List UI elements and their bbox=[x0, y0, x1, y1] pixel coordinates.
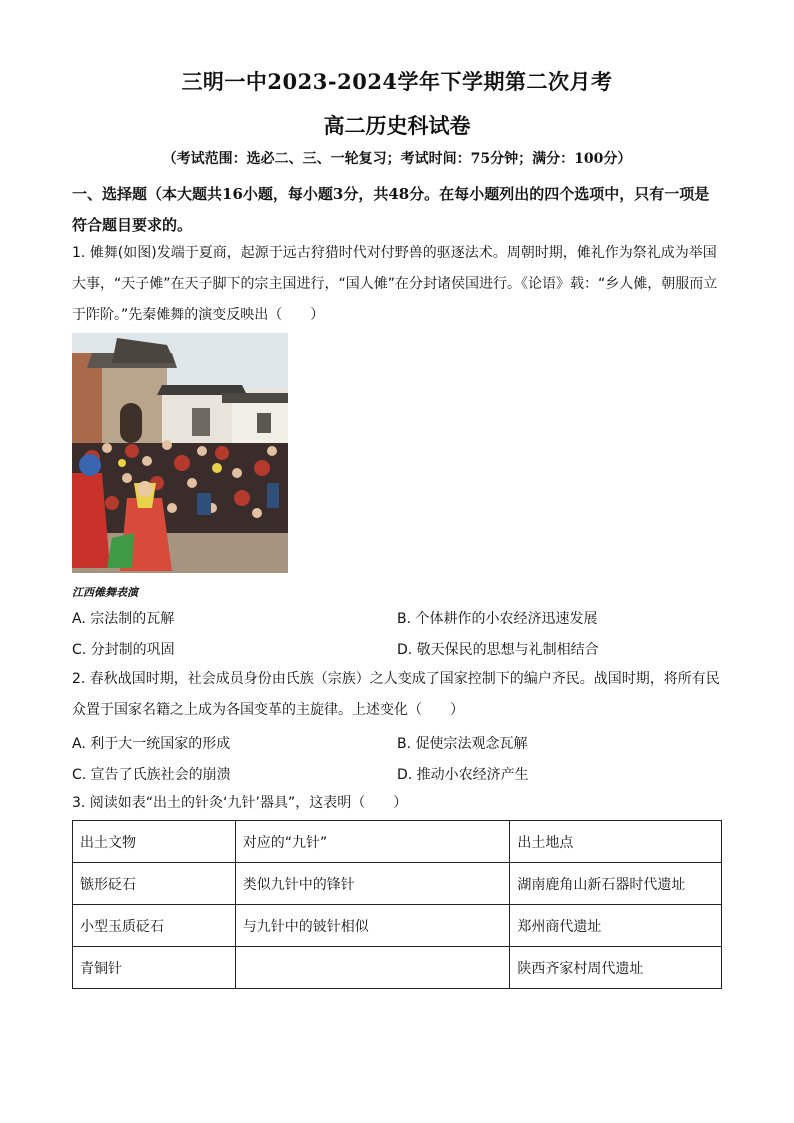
table-cell: 与九针中的铍针相似 bbox=[235, 905, 510, 947]
question-1-option-a[interactable]: A. 宗法制的瓦解 bbox=[72, 611, 175, 627]
question-1-option-b[interactable]: B. 个体耕作的小农经济迅速发展 bbox=[397, 611, 598, 627]
table-cell: 小型玉质砭石 bbox=[73, 905, 236, 947]
table-row bbox=[73, 905, 722, 947]
exam-info: （考试范围：选必二、三、一轮复习；考试时间：75分钟；满分：100分） bbox=[162, 151, 632, 167]
acupuncture-table bbox=[72, 820, 722, 989]
table-cell: 陕西齐家村周代遗址 bbox=[510, 947, 722, 989]
table-cell: 镞形砭石 bbox=[73, 863, 236, 905]
table-header-row bbox=[73, 821, 722, 863]
table-cell: 类似九针中的锋针 bbox=[235, 863, 510, 905]
exam-subtitle: 高二历史科试卷 bbox=[323, 113, 471, 138]
exam-title: 三明一中2023-2024学年下学期第二次月考 bbox=[181, 69, 613, 94]
table-cell: 青铜针 bbox=[73, 947, 236, 989]
question-2-stem: 2. 春秋战国时期，社会成员身份由氏族（宗族）之人变成了国家控制下的编户齐民。战国时期，将所有民众置于国家名籍之上成为各国变革的主旋律。上述变化（ ） bbox=[72, 671, 720, 718]
question-2-option-c[interactable]: C. 宣告了氏族社会的崩溃 bbox=[72, 767, 231, 783]
question-1-option-c[interactable]: C. 分封制的巩固 bbox=[72, 642, 175, 658]
question-1-option-d[interactable]: D. 敬天保民的思想与礼制相结合 bbox=[397, 642, 599, 658]
section-heading: 一、选择题（本大题共16小题，每小题3分，共48分。在每小题列出的四个选项中，只有一项是符合题目要求的。 bbox=[72, 185, 710, 234]
nuo-dance-photo bbox=[72, 333, 288, 573]
question-2-option-b[interactable]: B. 促使宗法观念瓦解 bbox=[397, 736, 528, 752]
question-2-option-d[interactable]: D. 推动小农经济产生 bbox=[397, 767, 529, 783]
question-2-option-a[interactable]: A. 利于大一统国家的形成 bbox=[72, 736, 231, 752]
question-1-stem: 1. 傩舞(如图)发端于夏商，起源于远古狩猎时代对付野兽的驱逐法术。周朝时期，傩礼作为祭礼成为举国大事，“天子傩”在天子脚下的宗主国进行，“国人傩”在分封诸侯国进行。《论语》载：“乡人傩，朝服而立于阼阶。”先秦傩舞的演变反映出（ ） bbox=[72, 245, 718, 323]
table-header-cell: 出土文物 bbox=[73, 821, 236, 863]
question-3-stem: 3. 阅读如表“出土的针灸‘九针’器具”，这表明（ ） bbox=[72, 795, 408, 811]
table-header-cell: 对应的“九针” bbox=[235, 821, 510, 863]
photo-caption: 江西傩舞表演 bbox=[72, 586, 138, 599]
table-header-cell: 出土地点 bbox=[510, 821, 722, 863]
table-cell: 郑州商代遗址 bbox=[510, 905, 722, 947]
table-cell: 湖南鹿角山新石器时代遗址 bbox=[510, 863, 722, 905]
table-row bbox=[73, 863, 722, 905]
table-row bbox=[73, 947, 722, 989]
table-cell bbox=[235, 947, 510, 989]
